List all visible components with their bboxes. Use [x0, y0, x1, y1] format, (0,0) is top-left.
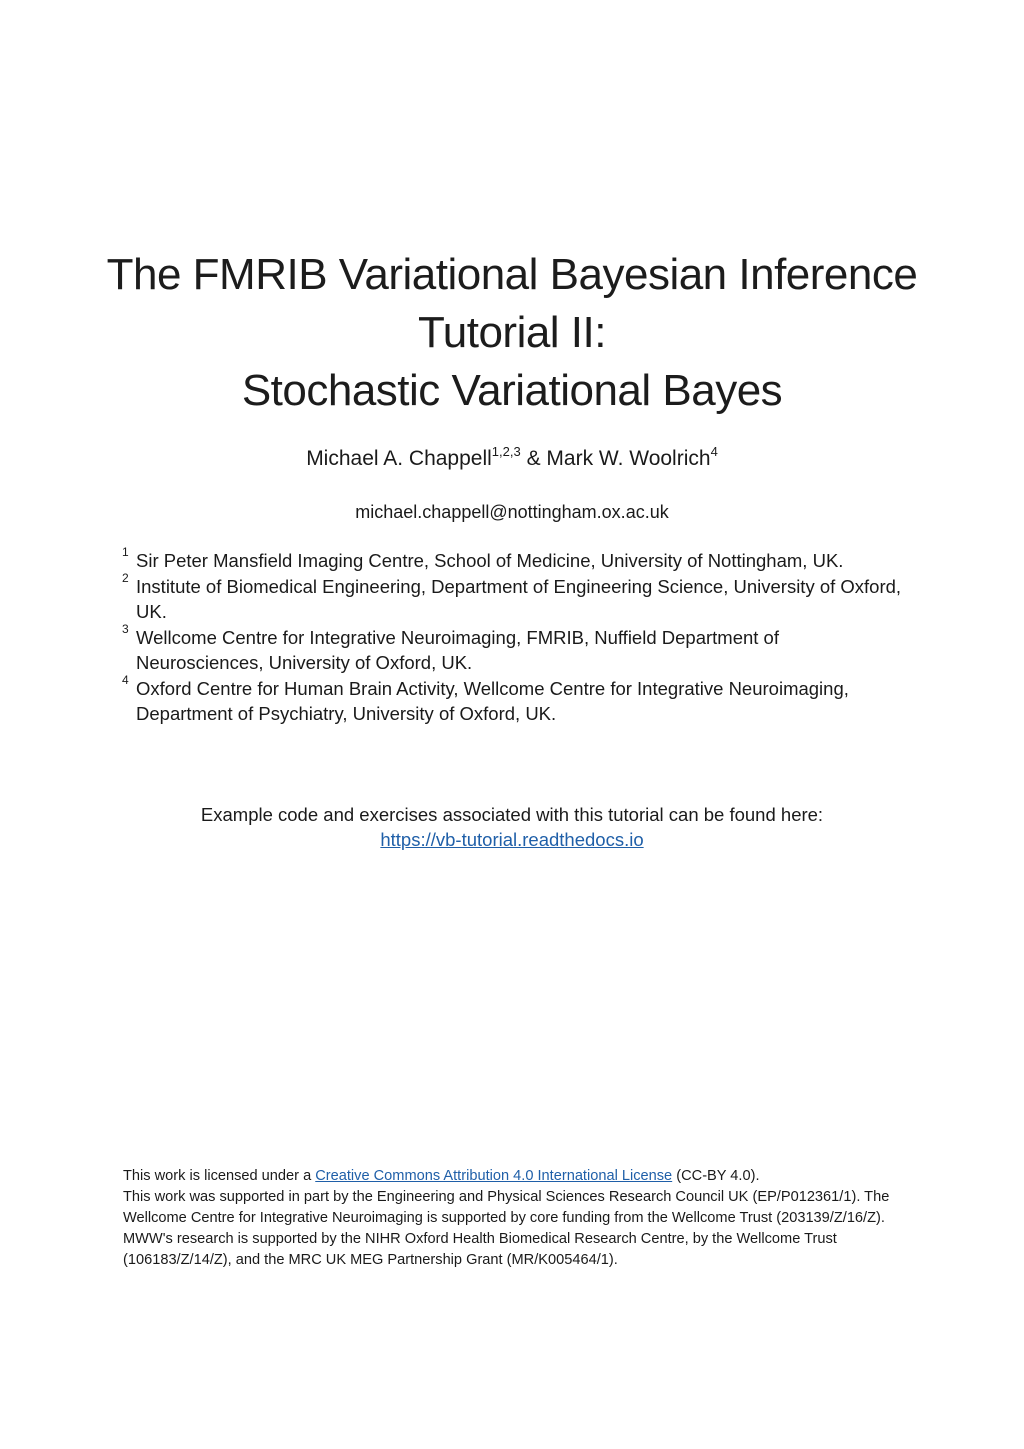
affiliation-number: 2: [122, 570, 129, 585]
example-code-text: Example code and exercises associated with this tutorial can be found here:: [200, 804, 824, 825]
title-line-1: The FMRIB Variational Bayesian Inference: [106, 250, 918, 299]
affiliation-number: 3: [122, 621, 129, 636]
funding-statement: This work was supported in part by the Engineering and Physical Sciences Research Council UK (EP/P012361/1). The Wellcome Centre for Integrative Neuroimaging is supported by core funding from the Wellcome Trust (203139/Z/16/Z). MWW's research is supported by the NIHR Oxford Health Biomedical Research Centre, by the Wellcome Trust (106183/Z/14/Z), and the MRC UK MEG Partnership Grant (MR/K005464/1).: [123, 1189, 890, 1268]
affiliation-item: [122, 570, 902, 625]
author-2-affiliations: 4: [710, 444, 718, 459]
author-separator: &: [526, 447, 541, 470]
affiliation-number: 4: [122, 672, 129, 687]
tutorial-link[interactable]: https://vb-tutorial.readthedocs.io: [380, 829, 644, 850]
author-1-name: Michael A. Chappell: [306, 447, 492, 470]
affiliation-number: 1: [122, 545, 129, 559]
affiliation-text: Institute of Biomedical Engineering, Department of Engineering Science, University of Oxford, UK.: [136, 575, 902, 622]
affiliation-text: Sir Peter Mansfield Imaging Centre, School of Medicine, University of Nottingham, UK.: [136, 550, 844, 571]
author-1-affiliations: 1,2,3: [491, 444, 521, 459]
affiliation-text: Oxford Centre for Human Brain Activity, Wellcome Centre for Integrative Neuroimaging, Department of Psychiatry, University of Oxford, UK.: [136, 677, 849, 724]
license-statement: [123, 1166, 893, 1187]
license-footer: [123, 1166, 893, 1271]
affiliations-list: [122, 545, 902, 727]
example-code-note: [0, 802, 1024, 852]
page-title: [0, 246, 1024, 420]
contact-email: michael.chappell@nottingham.ox.ac.uk: [355, 502, 669, 522]
author-2-name: Mark W. Woolrich: [546, 447, 711, 470]
affiliation-item: [122, 545, 902, 574]
license-suffix: (CC-BY 4.0).: [676, 1168, 760, 1184]
license-prefix: This work is licensed under a: [123, 1168, 312, 1184]
affiliation-item: [122, 672, 902, 727]
affiliation-item: [122, 621, 902, 676]
title-line-3: Stochastic Variational Bayes: [241, 366, 783, 415]
affiliation-text: Wellcome Centre for Integrative Neuroimaging, FMRIB, Nuffield Department of Neurosciences, University of Oxford, UK.: [136, 626, 779, 673]
cc-license-link[interactable]: Creative Commons Attribution 4.0 International License: [315, 1168, 673, 1184]
author-line: [0, 444, 1024, 474]
title-line-2: Tutorial II:: [418, 308, 606, 357]
